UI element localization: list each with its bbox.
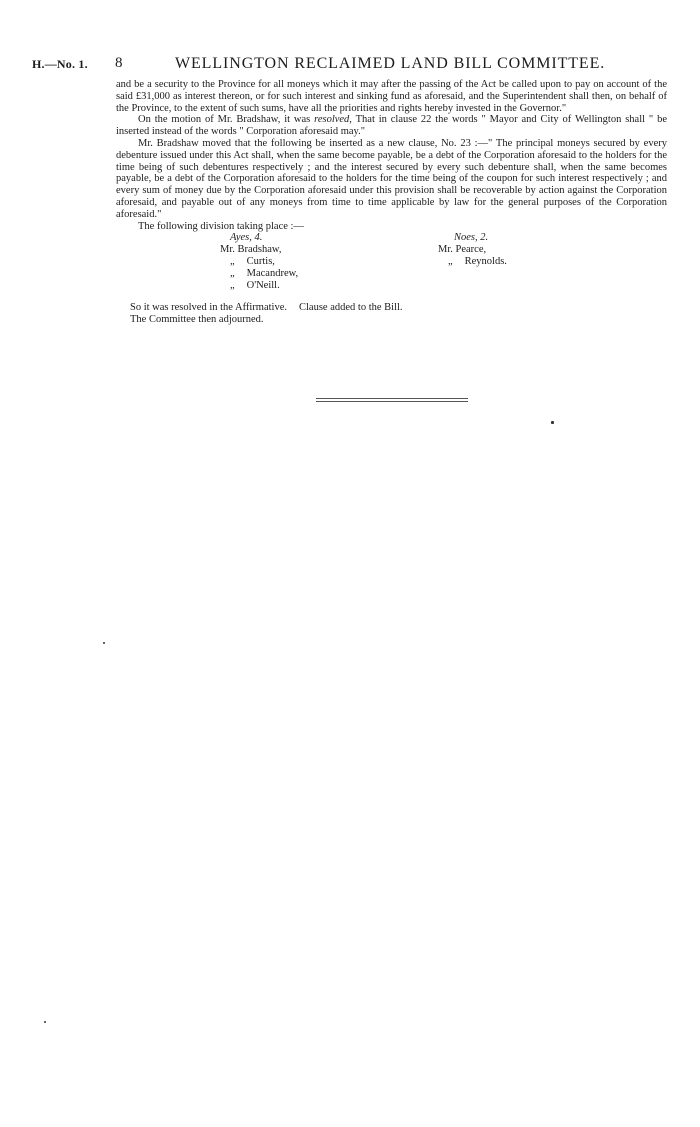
aye-member: [220, 244, 298, 256]
paragraph-security-clause: and be a security to the Province for all moneys which it may after the passing of the Act be called upon to pay on account of the said £31,000 as interest thereon, or for such interest and sinking fund as aforesaid, and the Superintendent shall then, on behalf of the Province, to the extent of such sums, have all the priorities and rights hereby invested in the Governor.": [116, 79, 667, 114]
noes-column: [438, 232, 507, 267]
no-name: Pearce,: [455, 244, 487, 256]
division-list: [116, 232, 667, 302]
aye-name: Bradshaw,: [237, 244, 282, 256]
resolution-text-start: On the motion of Mr. Bradshaw, it was: [138, 114, 315, 126]
aye-name: Curtis,: [246, 255, 275, 267]
aye-member: [220, 268, 298, 280]
ayes-heading: Ayes, 4.: [230, 232, 263, 244]
resolved-word: resolved,: [314, 114, 352, 126]
page-number: 8: [115, 55, 123, 71]
clause-added: Clause added to the Bill.: [299, 302, 403, 314]
closing-rule: [316, 398, 468, 399]
aye-member: [220, 256, 298, 268]
no-member: [438, 244, 507, 256]
resolution-text-end: That in clause 22 the words " Mayor and City of Wellington shall " be inserted instead of the words " Corporation aforesaid may.": [116, 114, 667, 138]
aye-prefix: Mr.: [220, 244, 235, 256]
ditto-mark: „: [230, 255, 235, 267]
no-prefix: Mr.: [438, 244, 453, 256]
page-title: WELLINGTON RECLAIMED LAND BILL COMMITTEE.: [175, 55, 606, 72]
speck-mark: [103, 642, 105, 644]
page-header: [0, 55, 700, 75]
division-result: So it was resolved in the Affirmative.: [130, 302, 287, 314]
ditto-mark: „: [230, 267, 235, 279]
closing-rule-double: [316, 401, 468, 402]
result-line: [116, 302, 667, 314]
no-name: Reynolds.: [464, 255, 507, 267]
adjourned-line: The Committee then adjourned.: [130, 314, 264, 326]
paragraph-new-clause: Mr. Bradshaw moved that the following be inserted as a new clause, No. 23 :—" The principal moneys secured by every debenture issued under this Act shall, when the same become payable, be a debt of the Corporation aforesaid to the holders for the time being of such debentures respectively ; and the interest secured by every such debenture shall, when the same becomes payable, be a debt of the Corporation aforesaid to the holders for the time being of the coupon for such interest respectively ; and every sum of money due by the Corporation aforesaid under this provision shall be recoverable by action against the Corporation aforesaid, and payable out of any moneys from time to time applicable by law for the general purposes of the Corporation aforesaid.": [116, 137, 667, 220]
no-member: [438, 256, 507, 268]
paper-reference: H.—No. 1.: [32, 57, 88, 71]
body-text: [116, 79, 667, 326]
aye-member: [220, 280, 298, 292]
ditto-mark: „: [230, 279, 235, 291]
aye-name: O'Neill.: [246, 279, 280, 291]
ditto-mark: „: [448, 255, 453, 267]
division-heading: The following division taking place :—: [138, 220, 304, 232]
aye-name: Macandrew,: [246, 267, 299, 279]
ayes-column: [220, 232, 298, 291]
noes-heading: Noes, 2.: [454, 232, 489, 244]
speck-mark: [551, 421, 554, 424]
paragraph-resolution: [116, 114, 667, 138]
speck-mark: [44, 1021, 46, 1023]
